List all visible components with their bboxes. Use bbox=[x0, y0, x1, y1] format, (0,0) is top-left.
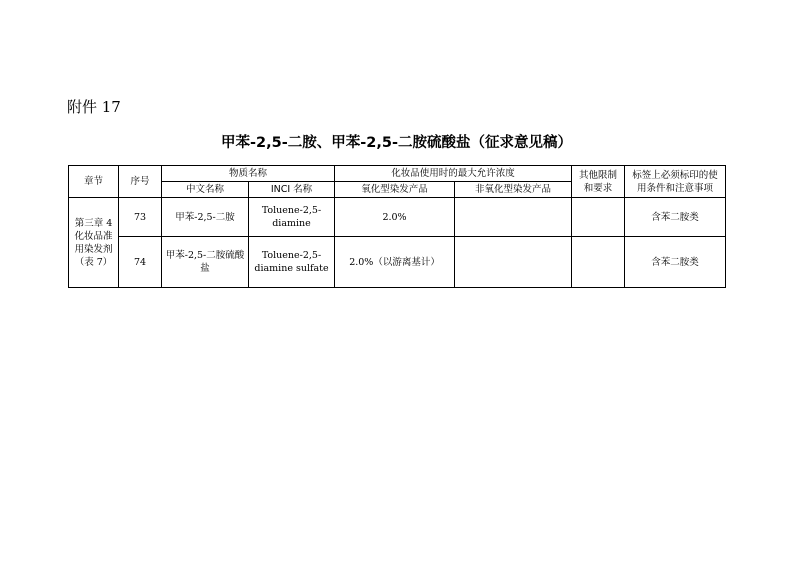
header-inci-name: INCI 名称 bbox=[249, 182, 335, 198]
label-cell: 含苯二胺类 bbox=[625, 198, 726, 237]
non-oxidative-cell bbox=[455, 237, 572, 288]
header-substance-name: 物质名称 bbox=[162, 166, 335, 182]
header-oxidative: 氧化型染发产品 bbox=[335, 182, 455, 198]
oxidative-cell: 2.0% bbox=[335, 198, 455, 237]
label-cell: 含苯二胺类 bbox=[625, 237, 726, 288]
header-chapter: 章节 bbox=[69, 166, 119, 198]
header-chinese-name: 中文名称 bbox=[162, 182, 249, 198]
header-other-limits-line2: 和要求 bbox=[583, 182, 613, 194]
header-max-concentration: 化妆品使用时的最大允许浓度 bbox=[335, 166, 572, 182]
header-row-1 bbox=[69, 166, 726, 182]
header-other-limits-line1: 其他限制 bbox=[579, 169, 618, 181]
attachment-label: 附件 17 bbox=[67, 98, 121, 116]
chinese-name-cell: 甲苯-2,5-二胺 bbox=[162, 198, 249, 237]
table-row bbox=[69, 237, 726, 288]
other-limits-cell bbox=[572, 237, 625, 288]
serial-cell: 74 bbox=[119, 237, 162, 288]
chinese-name-cell: 甲苯-2,5-二胺硫酸盐 bbox=[162, 237, 249, 288]
header-label-line1: 标签上必须标印的使 bbox=[632, 169, 718, 181]
header-label-line2: 用条件和注意事项 bbox=[637, 182, 714, 194]
header-other-limits bbox=[572, 166, 625, 198]
inci-name-cell: Toluene-2,5-diamine bbox=[249, 198, 335, 237]
non-oxidative-cell bbox=[455, 198, 572, 237]
header-label-conditions bbox=[625, 166, 726, 198]
inci-name-cell: Toluene-2,5-diamine sulfate bbox=[249, 237, 335, 288]
document-title: 甲苯-2,5-二胺、甲苯-2,5-二胺硫酸盐（征求意见稿） bbox=[221, 135, 572, 151]
oxidative-cell: 2.0%（以游离基计） bbox=[335, 237, 455, 288]
other-limits-cell bbox=[572, 198, 625, 237]
header-serial: 序号 bbox=[119, 166, 162, 198]
specification-table bbox=[68, 165, 726, 288]
serial-cell: 73 bbox=[119, 198, 162, 237]
chapter-cell: 第三章 4 化妆品准用染发剂（表 7） bbox=[69, 198, 119, 288]
header-non-oxidative: 非氧化型染发产品 bbox=[455, 182, 572, 198]
table-row bbox=[69, 198, 726, 237]
